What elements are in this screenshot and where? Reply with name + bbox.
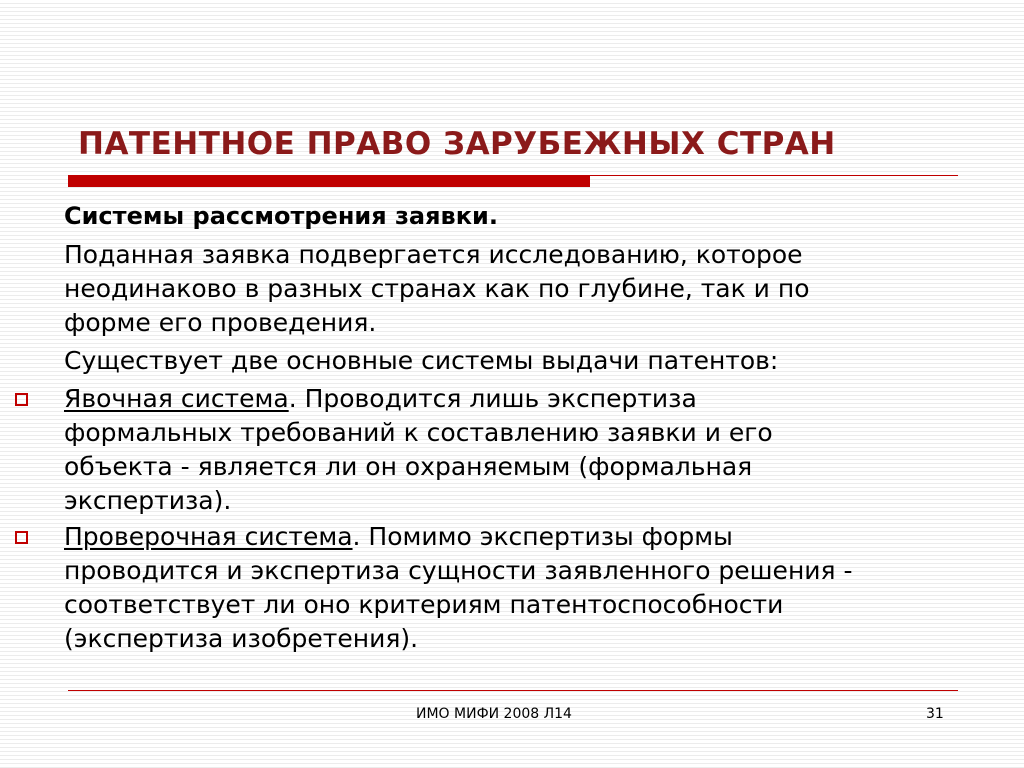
systems-intro: Существует две основные системы выдачи патентов: xyxy=(64,346,779,375)
bullet-1-line-2: формальных требований к составлению заявки и его xyxy=(64,418,773,447)
bullet-1-line-1-rest: . Проводится лишь экспертиза xyxy=(288,384,697,413)
hollow-square-bullet-icon xyxy=(15,393,28,406)
section-subtitle: Системы рассмотрения заявки. xyxy=(64,202,498,230)
bullet-1-term: Явочная система xyxy=(64,384,289,413)
intro-line-3: форме его проведения. xyxy=(64,308,377,337)
footer-label: ИМО МИФИ 2008 Л14 xyxy=(416,706,572,722)
intro-line-2: неодинаково в разных странах как по глубине, так и по xyxy=(64,274,810,303)
intro-line-1: Поданная заявка подвергается исследованию, которое xyxy=(64,240,803,269)
bullet-2-line-3: соответствует ли оно критериям патентоспособности xyxy=(64,590,784,619)
bullet-2-line-2: проводится и экспертиза сущности заявленного решения - xyxy=(64,556,853,585)
bullet-2-line-1 xyxy=(64,520,733,554)
footer-divider xyxy=(68,690,958,691)
bullet-1-line-4: экспертиза). xyxy=(64,486,232,515)
page-number: 31 xyxy=(926,706,944,722)
bullet-2-term: Проверочная система xyxy=(64,522,353,551)
bullet-2-line-1-rest: . Помимо экспертизы формы xyxy=(352,522,733,551)
hollow-square-bullet-icon xyxy=(15,531,28,544)
bullet-1-line-1 xyxy=(64,382,697,416)
bullet-1-line-3: объекта - является ли он охраняемым (формальная xyxy=(64,452,753,481)
bullet-2-line-4: (экспертиза изобретения). xyxy=(64,624,419,653)
slide-title: ПАТЕНТНОЕ ПРАВО ЗАРУБЕЖНЫХ СТРАН xyxy=(78,126,836,162)
